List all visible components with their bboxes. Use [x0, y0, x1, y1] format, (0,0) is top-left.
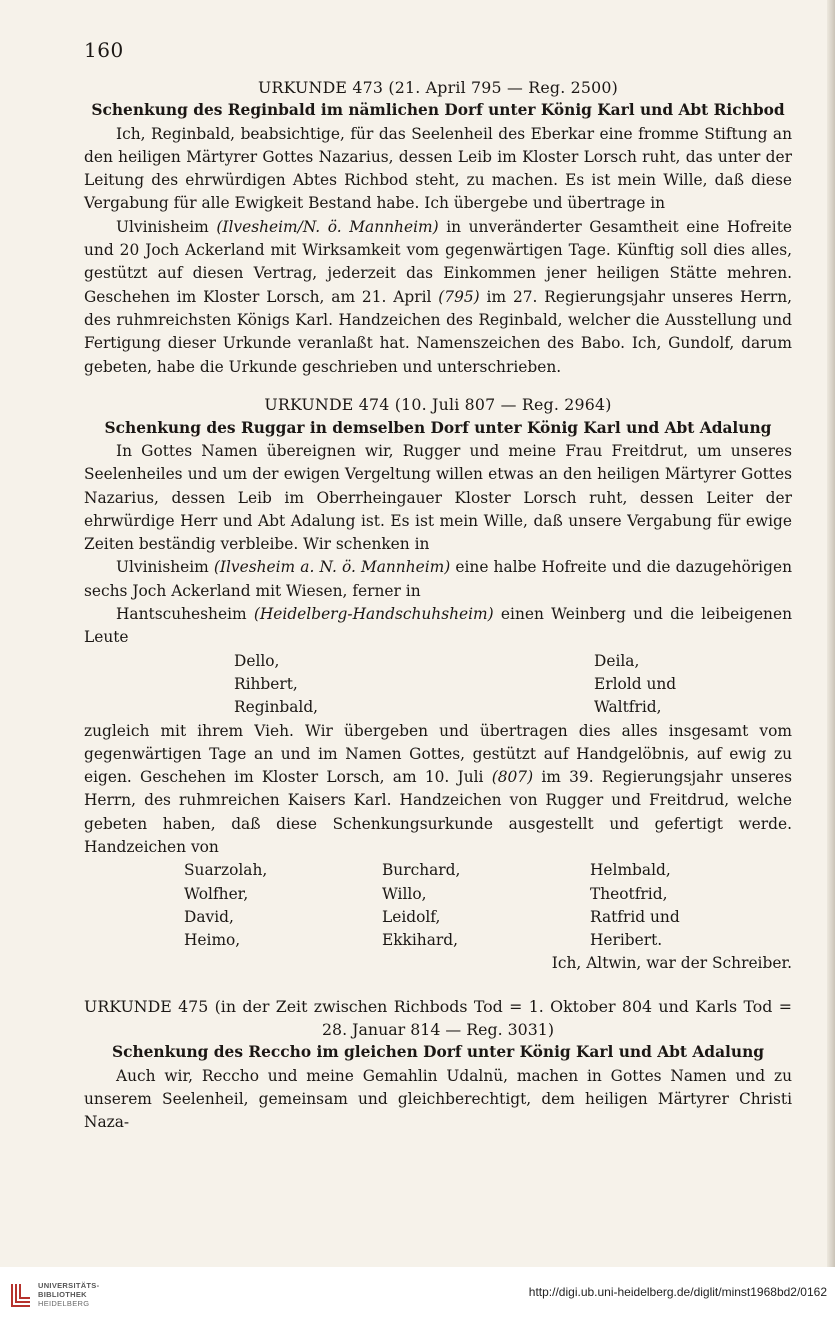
document-475-paragraph-1: Auch wir, Reccho und meine Gemahlin Udalnü, machen in Gottes Namen und zu unserem Seelenheil, gemeinsam und gleichberechtigt, dem heiligen Märtyrer Christi Naza-: [84, 1066, 792, 1132]
name-row: [84, 906, 792, 929]
name-entry: Suarzolah,: [184, 861, 268, 880]
name-row: [84, 859, 792, 882]
name-entry: Heribert.: [590, 931, 663, 950]
name-row: [84, 673, 792, 696]
document-474-paragraph-1: In Gottes Namen übereignen wir, Rugger und meine Frau Freitdrut, um unseres Seelenheiles und um der ewigen Vergeltung willen etwas an den heiligen Märtyrer Gottes Nazarius, dessen Leib im Oberrheingauer Kloster Lorsch ruht, dessen Leiter der ehrwürdige Herr und Abt Adalung ist. Es ist mein Wille, daß unsere Vergabung für ewige Zeiten beständig verbleibe. Wir schenken in: [84, 441, 792, 554]
name-entry: Theotfrid,: [590, 884, 668, 903]
name-row: [84, 650, 792, 673]
place-annotation: (Heidelberg-Handschuhsheim): [253, 605, 494, 624]
document-473-paragraph-2: Ulvinisheim (Ilvesheim/N. ö. Mannheim) in unveränderter Gesamtheit eine Hofreite und 20 Joch Ackerland mit Wirksamkeit vom gegenwärtigen Tage. Künftig soll dies alles, gestützt auf diesen Vertrag, jederzeit das Einkommen jener heiligen Stätte mehren. Geschehen im Kloster Lorsch, am 21. April (795) im 27. Regierungsjahr unseres Herrn, des ruhmreichsten Königs Karl. Handzeichen des Reginbald, welcher die Ausstellung und Fertigung dieser Urkunde veranlaßt hat. Namenszeichen des Babo. Ich, Gundolf, darum gebeten, habe die Urkunde geschrieben und unterschrieben.: [84, 217, 792, 376]
library-logo[interactable]: [10, 1281, 99, 1308]
document-474: [84, 393, 792, 975]
document-475: [84, 995, 792, 1135]
name-entry: Wolfher,: [184, 884, 249, 903]
document-474-heading: URKUNDE 474 (10. Juli 807 — Reg. 2964): [264, 395, 612, 415]
year-annotation: (807): [491, 768, 534, 787]
name-entry: Reginbald,: [234, 698, 319, 717]
year-annotation: (795): [438, 287, 480, 306]
name-entry: Rihbert,: [234, 674, 298, 693]
page-body: [84, 76, 792, 1135]
library-logo-text: UNIVERSITÄTS- BIBLIOTHEK HEIDELBERG: [38, 1281, 100, 1308]
document-473: [84, 76, 792, 379]
name-entry: [266, 696, 442, 719]
document-474-paragraph-3: Hantscuhesheim (Heidelberg-Handschuhsheim) einen Weinberg und die leibeigenen Leute: [84, 605, 792, 647]
place-annotation: (Ilvesheim a. N. ö. Mannheim): [213, 558, 451, 577]
name-entry: [266, 673, 442, 696]
scribe-line: Ich, Altwin, war der Schreiber.: [551, 954, 792, 973]
name-entry: Heimo,: [184, 931, 241, 950]
name-entry: Ratfrid und: [590, 907, 680, 926]
document-475-heading-line-1: URKUNDE 475 (in der Zeit zwischen Richbods Tod = 1. Oktober 804 und Karls Tod =: [84, 996, 792, 1016]
name-row: [84, 696, 792, 719]
document-475-title: Schenkung des Reccho im gleichen Dorf unter König Karl und Abt Adalung: [111, 1043, 765, 1062]
document-475-heading-line-2: 28. Januar 814 — Reg. 3031): [322, 1020, 554, 1040]
name-entry: Waltfrid,: [594, 698, 662, 717]
place-annotation: (Ilvesheim/N. ö. Mannheim): [216, 217, 439, 236]
document-474-paragraph-4: zugleich mit ihrem Vieh. Wir übergeben und übertragen dies alles insgesamt vom gegenwärtigen Tage an und im Namen Gottes, gestützt auf Handgelöbnis, auf ewig zu eigen. Geschehen im Kloster Lorsch, am 10. Juli (807) im 39. Regierungsjahr unseres Herrn, des ruhmreichen Kaisers Karl. Handzeichen von Rugger und Freitdrud, welche gebeten haben, daß diese Schenkungsurkunde ausgestellt und gefertigt werde. Handzeichen von: [84, 721, 792, 856]
document-474-paragraph-2: Ulvinisheim (Ilvesheim a. N. ö. Mannheim) eine halbe Hofreite und die dazugehörigen sechs Joch Ackerland mit Wiesen, ferner in: [84, 558, 792, 600]
name-row: [84, 929, 792, 952]
library-logo-icon: [10, 1282, 32, 1308]
witness-name-list: [84, 859, 792, 952]
name-entry: Willo,: [382, 884, 427, 903]
name-entry: [266, 650, 442, 673]
name-entry: Leidolf,: [382, 907, 441, 926]
name-entry: Helmbald,: [590, 861, 671, 880]
page-edge: [827, 0, 835, 1270]
name-entry: David,: [184, 907, 234, 926]
document-474-title: Schenkung des Ruggar in demselben Dorf unter König Karl und Abt Adalung: [104, 418, 772, 437]
document-473-title: Schenkung des Reginbald im nämlichen Dorf unter König Karl und Abt Richbod: [91, 101, 785, 120]
name-entry: Erlold und: [594, 674, 677, 693]
page-number: 160: [84, 38, 124, 62]
name-entry: Ekkihard,: [382, 931, 458, 950]
name-entry: Dello,: [234, 651, 280, 670]
name-entry: Deila,: [594, 651, 640, 670]
name-entry: Burchard,: [382, 861, 461, 880]
name-row: [84, 883, 792, 906]
source-url-link[interactable]: http://digi.ub.uni-heidelberg.de/diglit/minst1968bd2/0162: [528, 1285, 827, 1299]
document-473-heading: URKUNDE 473 (21. April 795 — Reg. 2500): [257, 78, 619, 97]
footer-bar: [0, 1267, 835, 1325]
serf-name-list: [84, 650, 792, 720]
document-473-paragraph-1: Ich, Reginbald, beabsichtige, für das Seelenheil des Eberkar eine fromme Stiftung an den heiligen Märtyrer Gottes Nazarius, dessen Leib im Kloster Lorsch ruht, das unter der Leitung des ehrwürdigen Abtes Richbod steht, zu machen. Es ist mein Wille, daß diese Vergabung für alle Ewigkeit Bestand habe. Ich übergebe und übertrage in: [84, 124, 792, 213]
